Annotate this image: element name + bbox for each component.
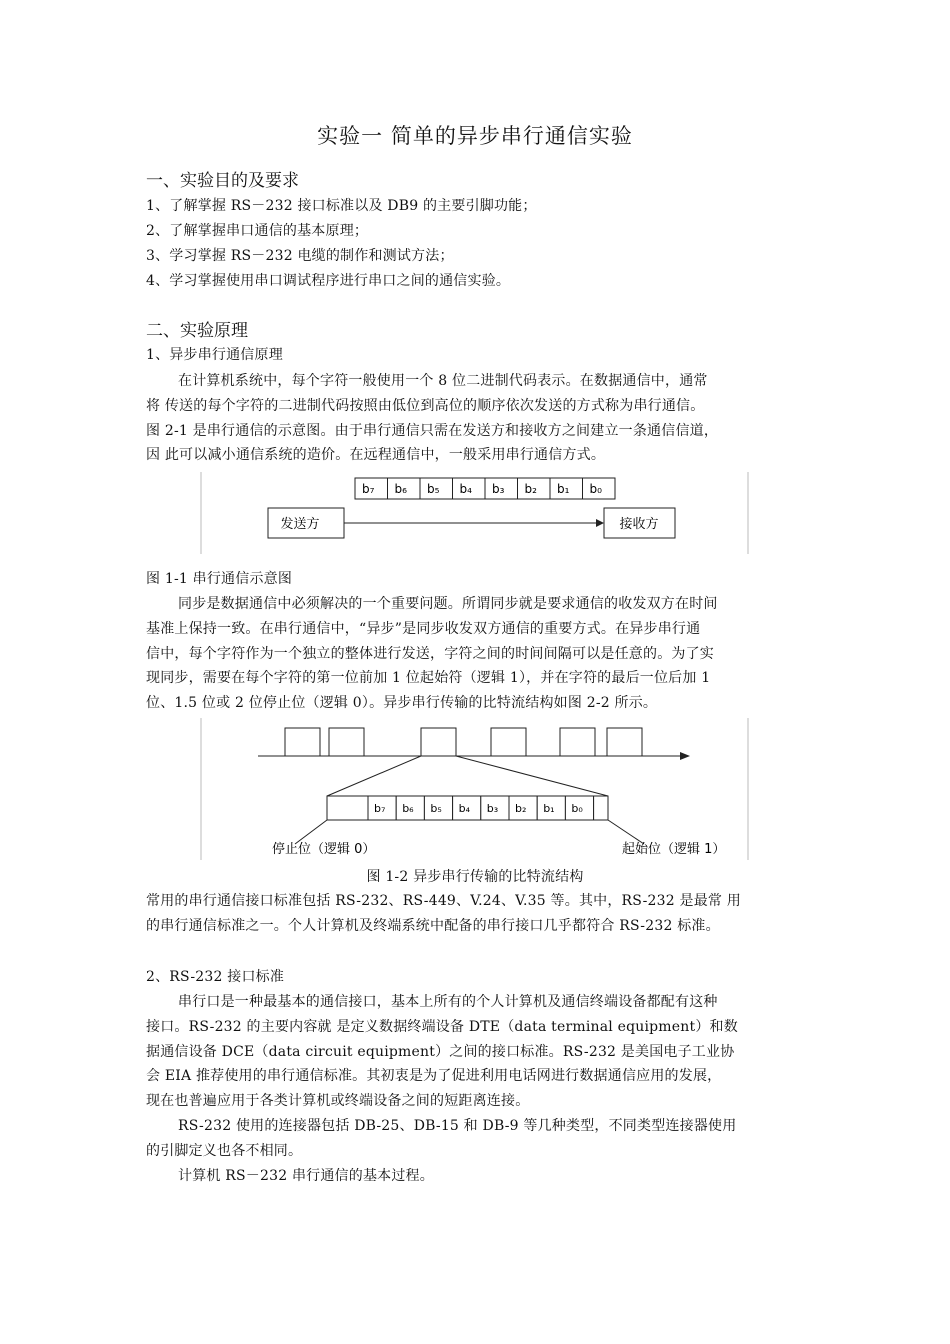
paragraph-line: 会 EIA 推荐使用的串行通信标准。其初衷是为了促进利用电话网进行数据通信应用的发展， [146,1068,722,1084]
bit-label: b₃ [492,482,505,496]
character-frame [607,728,642,756]
character-frame [491,728,526,756]
bit-label: b₂ [524,482,537,496]
character-frame [421,728,456,756]
start-bit-label: 起始位（逻辑 1） [622,842,726,857]
receiver-label: 接收方 [619,517,659,532]
paragraph-line: 基准上保持一致。在串行通信中，“异步”是同步收发双方通信的重要方式。在异步串行通 [146,621,701,637]
paragraph-line: 同步是数据通信中必须解决的一个重要问题。所谓同步就是要求通信的收发双方在时间 [178,596,718,612]
section2-heading: 二、实验原理 [146,321,248,341]
bit-label: b₆ [394,482,407,496]
bit-label: b₁ [557,482,570,496]
paragraph-line: 接口。RS-232 的主要内容就 是定义数据终端设备 DTE（data terminal equipment）和数 [146,1019,738,1035]
subsection-heading-1: 1、异步串行通信原理 [146,347,283,363]
paragraph-line: 常用的串行通信接口标准包括 RS-232、RS-449、V.24、V.35 等。其中，RS-232 是最常 用 [146,893,741,909]
start-bit-cell [594,796,608,820]
paragraph-line: RS-232 使用的连接器包括 DB-25、DB-15 和 DB-9 等几种类型，不同类型连接器使用 [178,1118,737,1134]
bit-label: b₀ [571,802,583,815]
bit-label: b₇ [374,802,386,815]
figure-caption: 图 1-2 异步串行传输的比特流结构 [366,869,584,885]
paragraph-line: 现在也普遍应用于各类计算机或终端设备之间的短距离连接。 [146,1093,530,1109]
objective-item-4: 4、学习掌握使用串口调试程序进行串口之间的通信实验。 [146,273,511,289]
bit-label: b₃ [486,802,499,815]
paragraph-line: 信中，每个字符作为一个独立的整体进行发送，字符之间的时间间隔可以是任意的。为了实 [146,646,714,662]
section1-heading: 一、实验目的及要求 [146,171,299,191]
paragraph-line: 的引脚定义也各不相同。 [146,1143,303,1159]
bit-label: b₄ [459,482,472,496]
bit-label: b₅ [427,482,440,496]
bit-label: b₁ [543,802,555,815]
paragraph-line: 现同步，需要在每个字符的第一位前加 1 位起始符（逻辑 1），并在字符的最后一位后加 1 [146,670,711,686]
bit-label: b₆ [402,802,414,815]
subsection-heading-2: 2、RS-232 接口标准 [146,969,285,985]
stop-bit-label: 停止位（逻辑 0） [272,842,376,857]
figure-caption: 图 1-1 串行通信示意图 [146,571,293,587]
sender-label: 发送方 [280,517,320,532]
paragraph-line: 的串行通信标准之一。个人计算机及终端系统中配备的串行接口几乎都符合 RS-232 标准。 [146,918,720,934]
paragraph-line: 计算机 RS－232 串行通信的基本过程。 [178,1168,434,1184]
bit-label: b₅ [430,802,442,815]
character-frame [560,728,595,756]
paragraph-line: 在计算机系统中，每个字符一般使用一个 8 位二进制代码表示。在数据通信中，通常 [178,373,708,389]
paragraph-line: 串行口是一种最基本的通信接口，基本上所有的个人计算机及通信终端设备都配有这种 [178,994,718,1010]
stop-bit-cell [327,796,368,820]
bit-label: b₄ [458,802,471,815]
paragraph-line: 将 传送的每个字符的二进制代码按照由低位到高位的顺序依次发送的方式称为串行通信。 [146,398,705,414]
bit-label: b₇ [362,482,375,496]
objective-item-1: 1、了解掌握 RS－232 接口标准以及 DB9 的主要引脚功能； [146,198,537,214]
paragraph-line: 图 2-1 是串行通信的示意图。由于串行通信只需在发送方和接收方之间建立一条通信信道， [146,423,719,439]
objective-item-2: 2、了解掌握串口通信的基本原理； [146,223,369,239]
page-title: 实验一 简单的异步串行通信实验 [317,124,633,148]
character-frame [329,728,364,756]
paragraph-line: 因 此可以减小通信系统的造价。在远程通信中，一般采用串行通信方式。 [146,447,606,463]
bit-label: b₀ [589,482,602,496]
character-frame [285,728,320,756]
serial-communication-diagram [200,470,750,556]
objective-item-3: 3、学习掌握 RS－232 电缆的制作和测试方法； [146,248,454,264]
async-bitstream-diagram [200,716,750,862]
bit-label: b₂ [515,802,527,815]
paragraph-line: 据通信设备 DCE（data circuit equipment）之间的接口标准。RS-232 是美国电子工业协 [146,1044,735,1060]
paragraph-line: 位、1.5 位或 2 位停止位（逻辑 0）。异步串行传输的比特流结构如图 2-2 所示。 [146,695,658,711]
